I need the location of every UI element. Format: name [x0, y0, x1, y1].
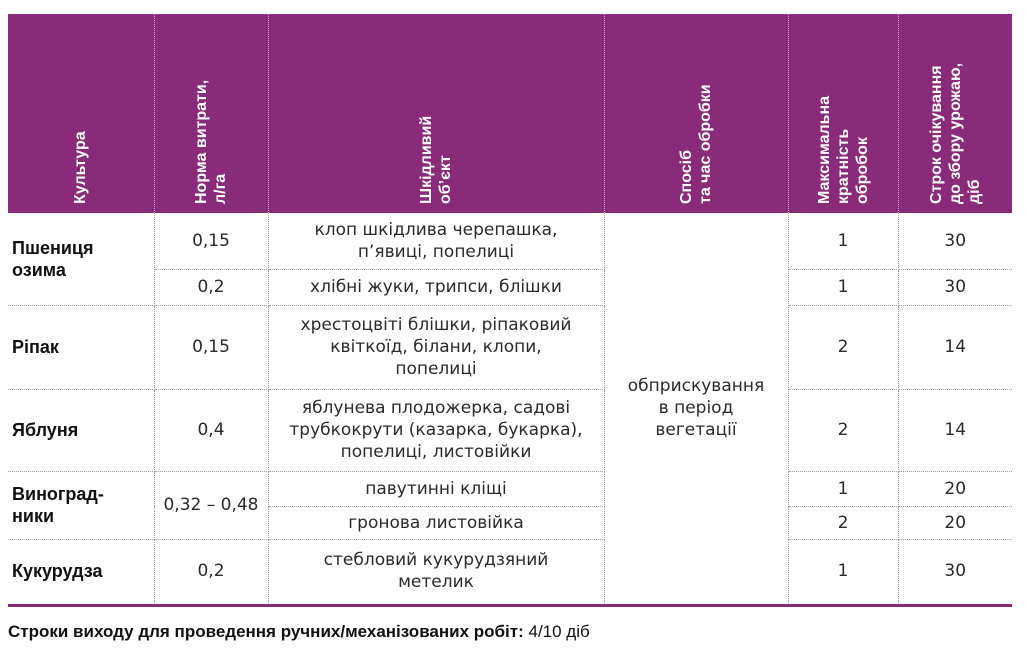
header-max-treatments: Максимальна кратність обробок: [788, 14, 898, 213]
rate-cell: 0,2: [154, 539, 268, 603]
pest-cell: павутинні кліщі: [268, 471, 604, 506]
footer-value: 4/10 діб: [523, 622, 590, 641]
wait-cell: 30: [944, 561, 967, 582]
wait-cell: 14: [898, 389, 1012, 471]
pest-cell: гронова листовійка: [268, 506, 604, 539]
header-pest: Шкідливий об’єкт: [268, 14, 604, 213]
crop-wheat: Пшениця озима: [8, 213, 154, 305]
max-cell: 1: [788, 213, 898, 269]
table-row: [8, 213, 1012, 269]
table-row: [8, 539, 1012, 603]
table-row: [8, 471, 1012, 506]
wait-cell: 14: [898, 305, 1012, 389]
table-row: [8, 269, 1012, 305]
rate-cell: 0,4: [154, 389, 268, 471]
method-cell: обприскування в період вегетації: [604, 213, 788, 603]
wait-cell: 30: [898, 269, 1012, 305]
crop-corn: Кукурудза: [8, 539, 154, 603]
rate-cell: 0,2: [154, 269, 268, 305]
max-cell: 1: [788, 269, 898, 305]
crop-rapeseed: Ріпак: [8, 305, 154, 389]
header-waiting-period: Строк очікування до збору урожаю, діб: [898, 14, 1012, 213]
table-row: [8, 389, 1012, 471]
wait-cell: 20: [898, 506, 1012, 539]
max-cell: 2: [788, 389, 898, 471]
pest-cell: яблунева плодожерка, садові трубкокрути (казарка, букарка), попелиці, листовійки: [268, 389, 604, 471]
rate-cell: 0,32 – 0,48: [154, 471, 268, 539]
table-header-row: [8, 14, 1012, 213]
rate-cell: 0,15: [154, 213, 268, 269]
max-cell: 1: [788, 471, 898, 506]
max-cell: 2: [788, 506, 898, 539]
crop-vineyards: Виноград- ники: [8, 471, 154, 539]
max-cell: 1: [788, 539, 898, 603]
pest-cell: стебловий кукурудзяний метелик: [268, 539, 604, 603]
pest-cell: клоп шкідлива черепашка, п’явиці, попелиці: [268, 213, 604, 269]
header-method: Спосіб та час обробки: [604, 14, 788, 213]
top-fragment-decoration: [225, 0, 265, 2]
regulation-table: [8, 14, 1012, 603]
wait-cell: 30: [898, 213, 1012, 269]
max-cell: 2: [788, 305, 898, 389]
pest-cell: хлібні жуки, трипси, блішки: [268, 269, 604, 305]
rate-cell: 0,15: [154, 305, 268, 389]
header-culture: Культура: [8, 14, 154, 213]
table-row: [8, 305, 1012, 389]
wait-cell: 20: [898, 471, 1012, 506]
header-rate: Норма витрати, л/га: [154, 14, 268, 213]
footer-label: Строки виходу для проведення ручних/механізованих робіт:: [8, 622, 524, 641]
pest-cell: хрестоцвіті блішки, ріпаковий квіткоїд, білани, клопи, попелиці: [268, 305, 604, 389]
crop-apple: Яблуня: [8, 389, 154, 471]
footer-note: [8, 622, 590, 642]
table-bottom-rule: [8, 604, 1012, 607]
